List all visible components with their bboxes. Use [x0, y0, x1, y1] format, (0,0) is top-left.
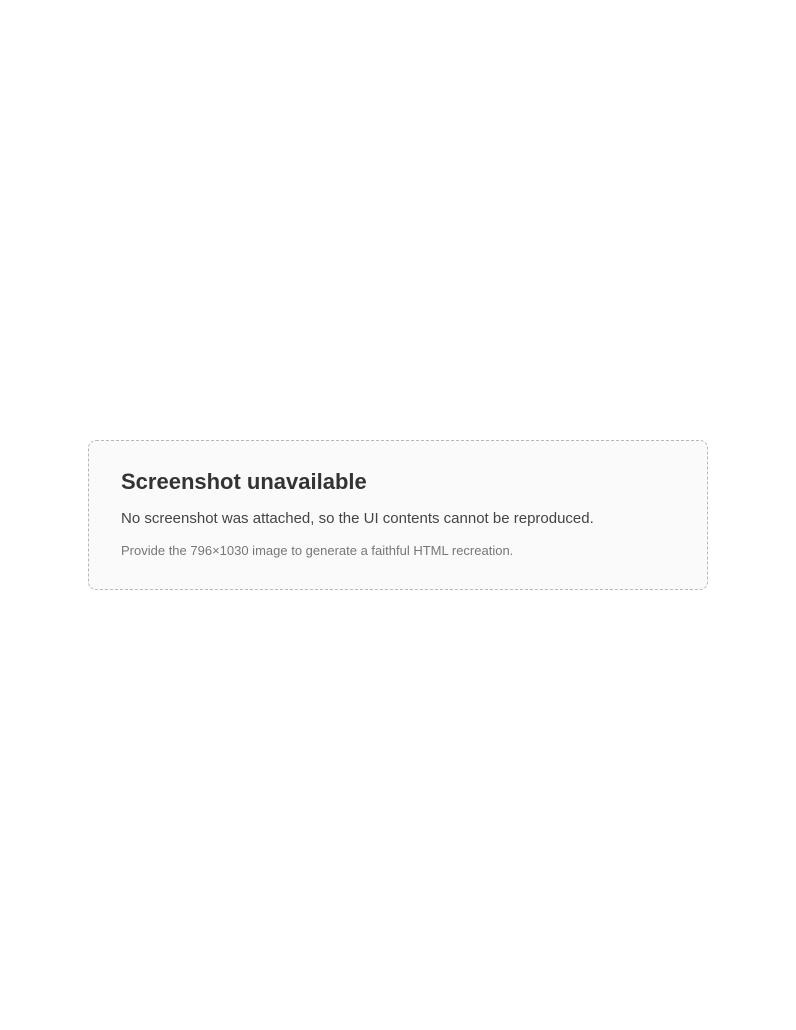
notice-card [88, 440, 708, 590]
notice-title: Screenshot unavailable [121, 469, 367, 495]
notice-body: No screenshot was attached, so the UI contents cannot be reproduced. [121, 510, 594, 528]
notice-hint: Provide the 796×1030 image to generate a faithful HTML recreation. [121, 543, 514, 559]
